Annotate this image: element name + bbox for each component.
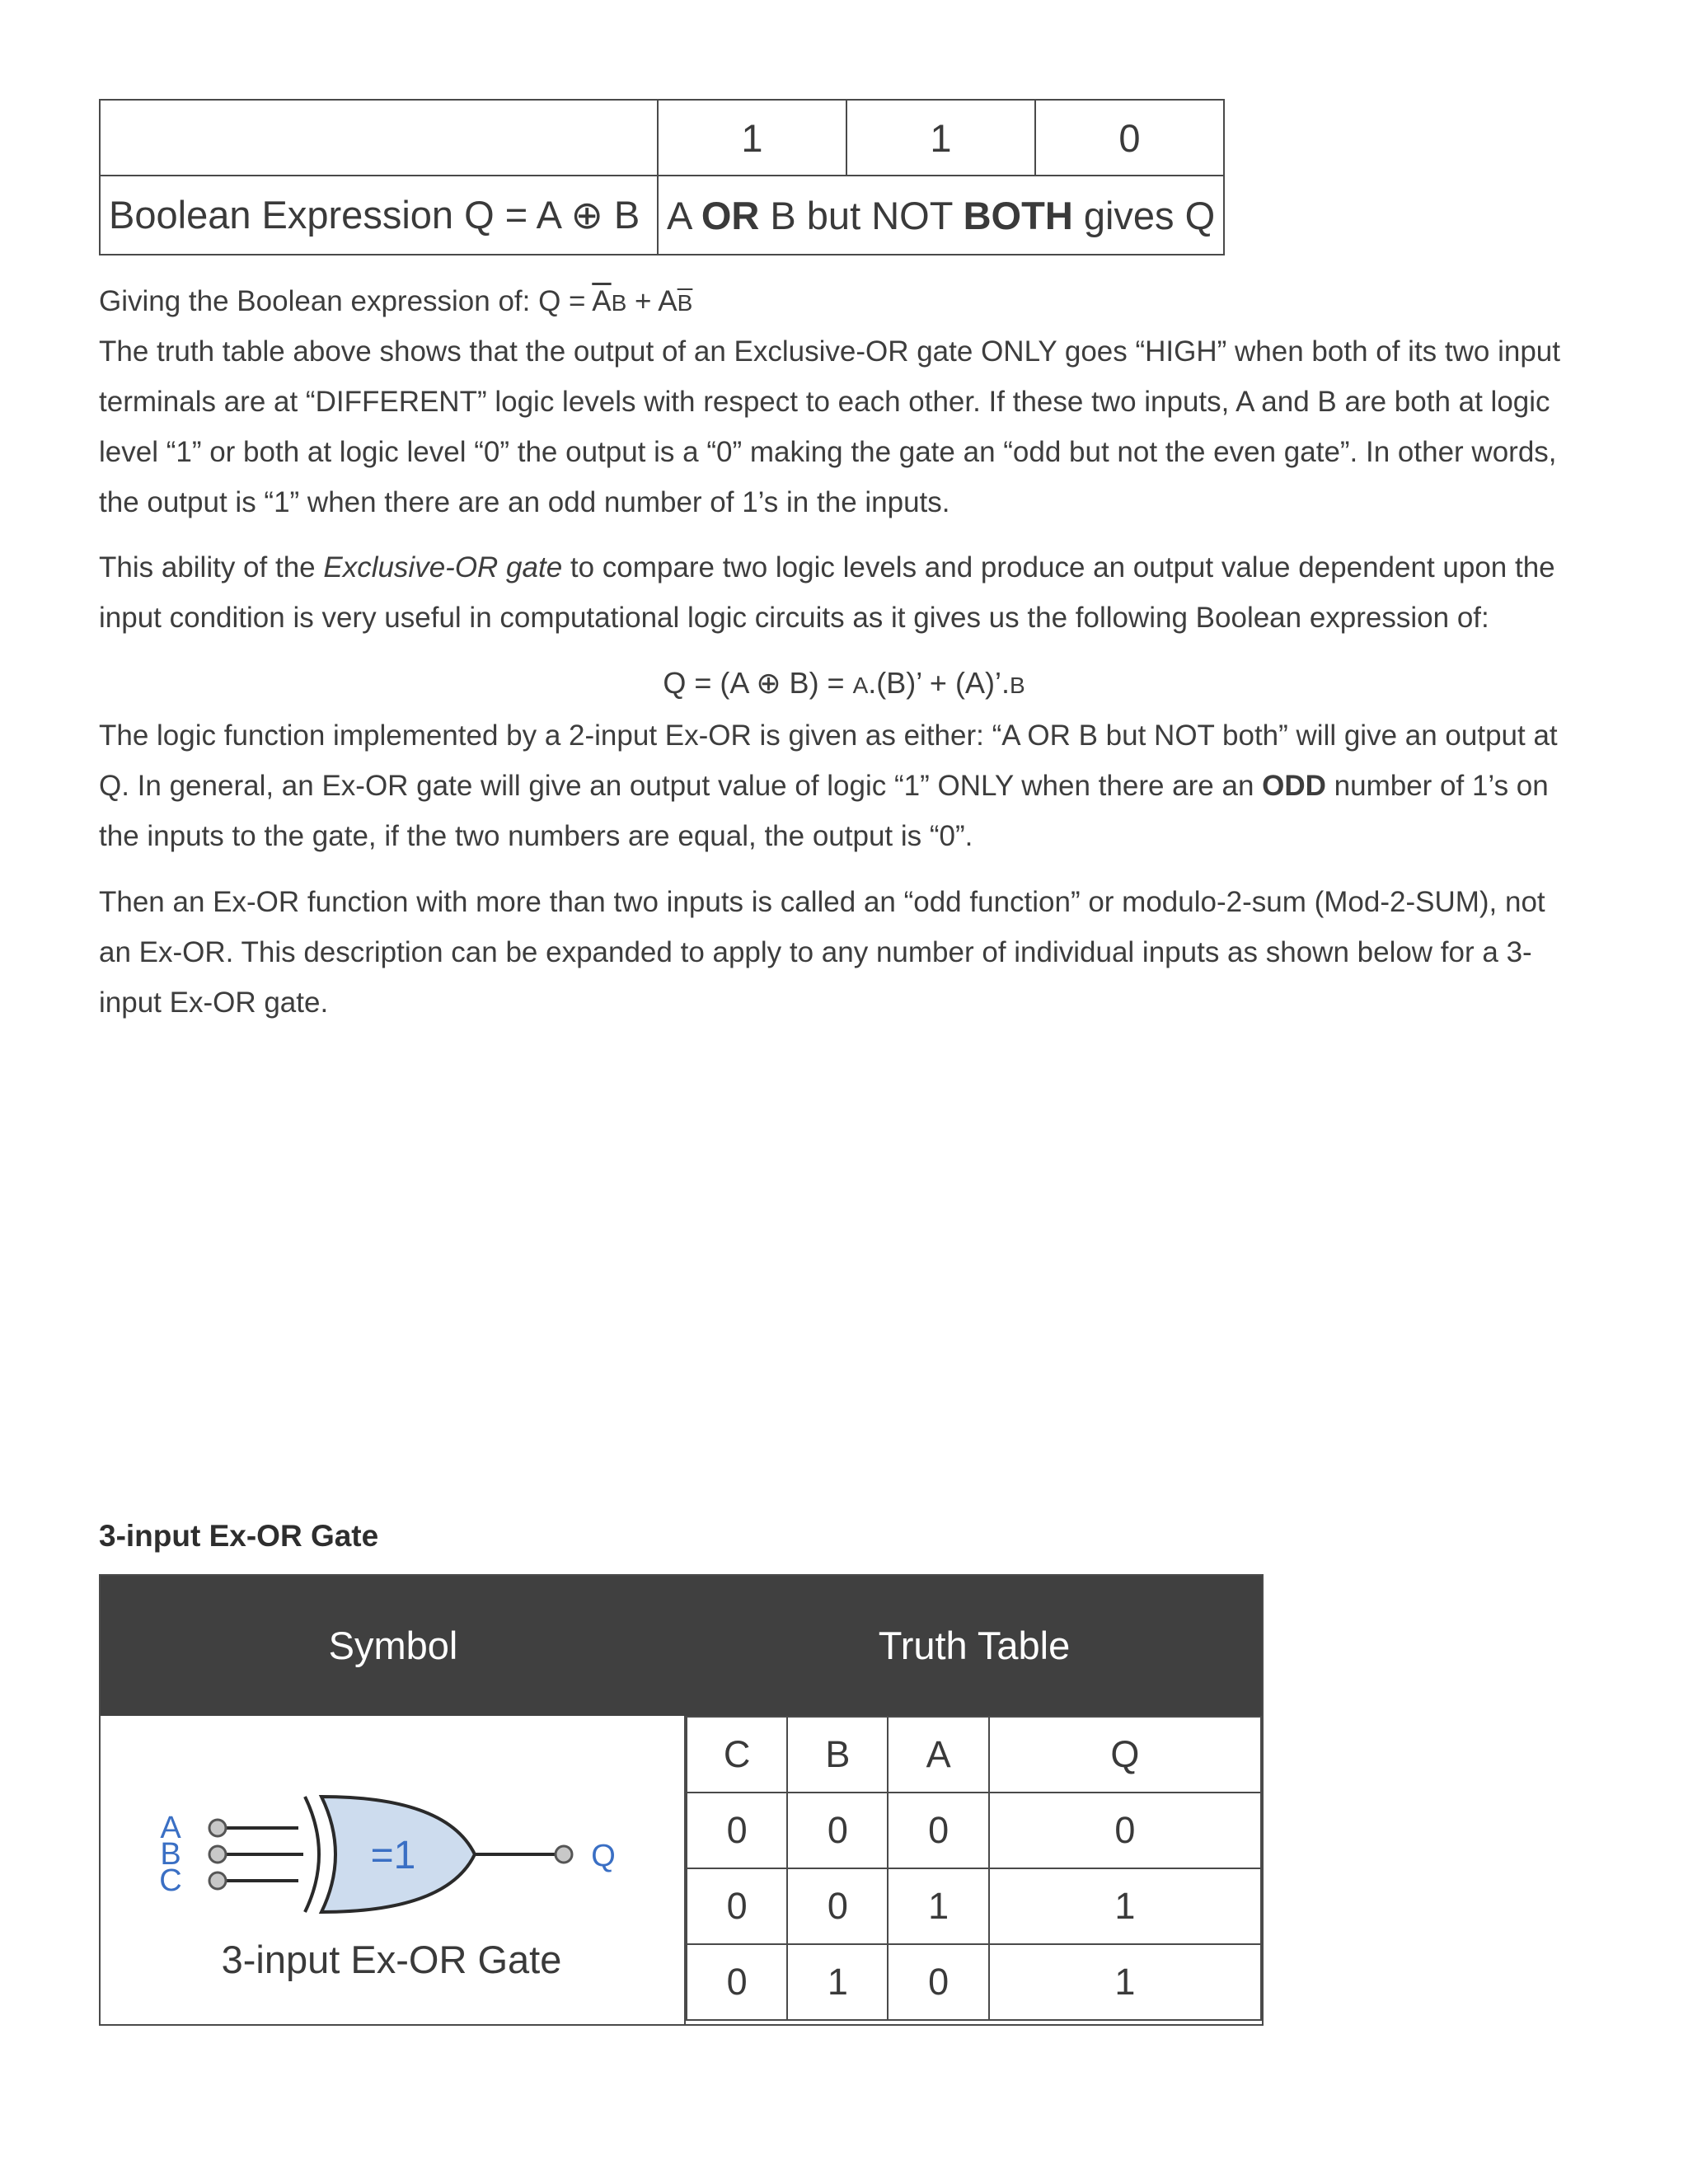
table-cell: 0 (1035, 100, 1224, 176)
boolean-equation: Q = (A ⊕ B) = A.(B)’ + (A)’.B (663, 666, 1025, 700)
section-heading: 3-input Ex-OR Gate (99, 1519, 379, 1553)
table-cell: 0 (787, 1868, 888, 1944)
boolean-expression-description: A OR B but NOT BOTH gives Q (658, 176, 1224, 255)
table-cell: 1 (787, 1944, 888, 2020)
table-cell: 1 (888, 1868, 988, 1944)
table-cell: 0 (687, 1868, 787, 1944)
input-label-b: B (160, 1837, 181, 1872)
table-row (687, 1944, 1261, 2020)
table-cell: 1 (989, 1868, 1261, 1944)
truth-table-header: Truth Table (878, 1624, 1071, 1667)
table-header-row (687, 1717, 1261, 1793)
table-cell: 0 (787, 1793, 888, 1868)
symbol-header: Symbol (328, 1624, 458, 1667)
paragraph-truth-table-explanation: The truth table above shows that the output of an Exclusive-OR gate ONLY goes “HIGH” when both of its two input terminals are at “DIFFERENT” logic levels with respect to each other. If these two inputs, A and B are both at logic level “1” or both at logic level “0” the output is a “0” making the gate an “odd but not the even gate”. In other words, the output is “1” when there are an odd number of 1’s in the inputs. (99, 335, 1560, 518)
table-cell (100, 100, 658, 176)
input-label-c: C (159, 1863, 182, 1898)
paragraph-comparison: This ability of the Exclusive-OR gate to compare two logic levels and produce an output value dependent upon the input condition is very useful in computational logic circuits as it gives us the following Boolean expression of: (99, 551, 1555, 634)
table-cell: 1 (989, 1944, 1261, 2020)
column-header: B (787, 1717, 888, 1793)
boolean-expression-line: Giving the Boolean expression of: $Q = \overline{A}B + A\overline{B}$ (99, 285, 693, 317)
table-cell: 0 (687, 1793, 787, 1868)
column-header: Q (989, 1717, 1261, 1793)
table-cell: 1 (658, 100, 846, 176)
table-cell: 0 (989, 1793, 1261, 1868)
column-header: A (888, 1717, 988, 1793)
input-label-a: A (160, 1811, 181, 1845)
boolean-expression-label: Boolean Expression Q = A ⊕ B (100, 176, 658, 255)
truth-table (686, 1716, 1262, 2021)
gate-caption: 3-input Ex-OR Gate (221, 1938, 562, 1981)
table-row (687, 1793, 1261, 1868)
table-row (100, 176, 1224, 255)
truth-table-fragment (99, 99, 1225, 255)
table-cell: 0 (888, 1793, 988, 1868)
column-header: C (687, 1717, 787, 1793)
table-cell: 1 (846, 100, 1035, 176)
table-row (100, 100, 1224, 176)
paragraph-logic-function: The logic function implemented by a 2-input Ex-OR is given as either: “A OR B but NOT both” will give an output at Q. In general, an Ex-OR gate will give an output value of logic “1” ONLY when there are an ODD number of 1’s on the inputs to the gate, if the two numbers are equal, the output is “0”. (99, 719, 1558, 852)
gate-table-header (101, 1576, 1262, 1716)
output-label-q: Q (591, 1839, 616, 1873)
table-row (687, 1868, 1261, 1944)
gate-label: =1 (370, 1834, 416, 1877)
table-cell: 0 (687, 1944, 787, 2020)
table-cell: 0 (888, 1944, 988, 2020)
paragraph-odd-function: Then an Ex-OR function with more than two inputs is called an “odd function” or modulo-2-sum (Mod-2-SUM), not an Ex-OR. This description can be expanded to apply to any number of individual inputs as shown below for a 3-input Ex-OR gate. (99, 886, 1545, 1019)
